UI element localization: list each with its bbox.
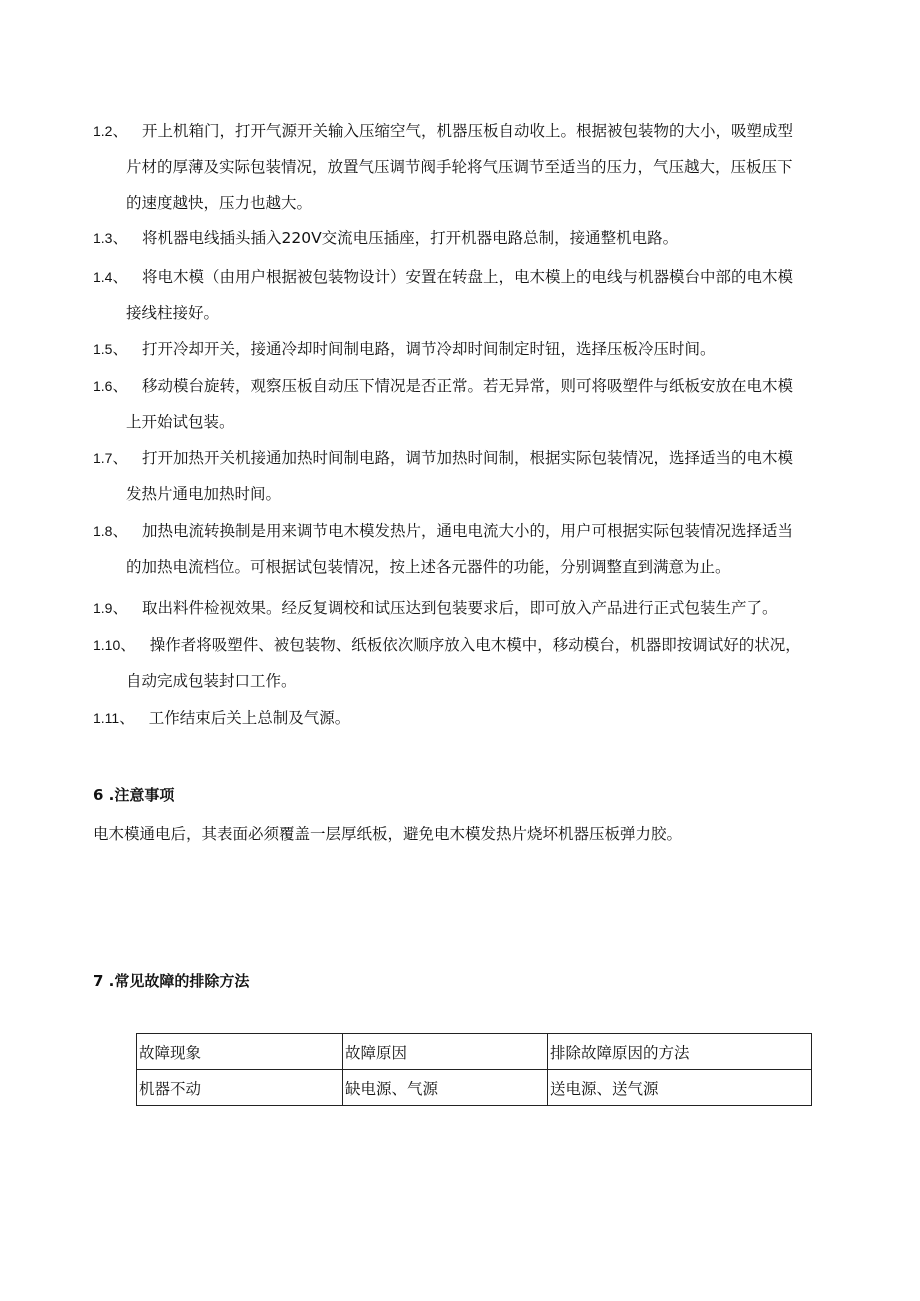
step-separator: 、 (120, 636, 136, 654)
step-text: 取出料件检视效果。经反复调校和试压达到包装要求后，即可放入产品进行正式包装生产了。 (141, 599, 778, 617)
step-text-continuation: 自动完成包装封口工作。 (126, 672, 297, 690)
table-header-cell: 排除故障原因的方法 (548, 1034, 812, 1070)
step-item (93, 220, 863, 256)
step-text: 打开加热开关机接通加热时间制电路，调节加热时间制，根据实际包装情况，选择适当的电木模 (141, 449, 793, 467)
step-item (93, 513, 863, 585)
step-number: 1.5 (93, 341, 113, 357)
step-item (93, 627, 863, 699)
step-text: 将机器电线插头插入220V交流电压插座，打开机器电路总制，接通整机电路。 (141, 229, 679, 247)
step-separator: 、 (112, 122, 128, 140)
step-item (93, 331, 863, 367)
step-number: 1.11 (93, 710, 120, 726)
table-header-cell: 故障现象 (137, 1034, 343, 1070)
step-text: 开上机箱门，打开气源开关输入压缩空气，机器压板自动收上。根据被包装物的大小，吸塑成型 (141, 122, 793, 140)
section-7-heading: 7 .常见故障的排除方法 (93, 972, 250, 990)
step-separator: 、 (112, 340, 128, 358)
step-item (93, 700, 863, 736)
step-separator: 、 (112, 377, 128, 395)
step-text: 工作结束后关上总制及气源。 (148, 709, 351, 727)
step-text-continuation: 片材的厚薄及实际包装情况，放置气压调节阀手轮将气压调节至适当的压力，气压越大，压板压下 (126, 158, 793, 176)
step-number: 1.2 (93, 123, 113, 139)
step-item (93, 113, 863, 221)
section-6-heading: 6 .注意事项 (93, 786, 175, 804)
step-separator: 、 (119, 709, 135, 727)
step-text-continuation: 的加热电流档位。可根据试包装情况，按上述各元器件的功能，分别调整直到满意为止。 (126, 558, 731, 576)
table-cell: 机器不动 (137, 1070, 343, 1106)
step-text-continuation: 的速度越快，压力也越大。 (126, 194, 313, 212)
step-item (93, 368, 863, 440)
step-number: 1.10 (93, 637, 121, 653)
step-number: 1.3 (93, 230, 113, 246)
table-header-row (137, 1034, 812, 1070)
step-number: 1.4 (93, 269, 113, 285)
step-number: 1.9 (93, 600, 113, 616)
step-separator: 、 (112, 522, 128, 540)
step-number: 1.8 (93, 523, 113, 539)
step-text: 打开冷却开关，接通冷却时间制电路，调节冷却时间制定时钮，选择压板冷压时间。 (141, 340, 716, 358)
step-number: 1.7 (93, 450, 113, 466)
fault-table (136, 1033, 812, 1106)
step-item (93, 440, 863, 512)
step-text: 加热电流转换制是用来调节电木模发热片，通电电流大小的，用户可根据实际包装情况选择适当 (141, 522, 793, 540)
section-6-text: 电木模通电后，其表面必须覆盖一层厚纸板，避免电木模发热片烧坏机器压板弹力胶。 (93, 825, 683, 843)
step-separator: 、 (112, 599, 128, 617)
step-item (93, 590, 863, 626)
step-text-continuation: 发热片通电加热时间。 (126, 485, 282, 503)
table-cell: 缺电源、气源 (343, 1070, 548, 1106)
step-text-continuation: 上开始试包装。 (126, 413, 235, 431)
step-item (93, 259, 863, 331)
step-text: 操作者将吸塑件、被包装物、纸板依次顺序放入电木模中，移动模台，机器即按调试好的状况， (149, 636, 801, 654)
step-separator: 、 (112, 229, 128, 247)
step-text: 移动模台旋转，观察压板自动压下情况是否正常。若无异常，则可将吸塑件与纸板安放在电木模 (141, 377, 793, 395)
step-text-continuation: 接线柱接好。 (126, 304, 220, 322)
step-separator: 、 (112, 449, 128, 467)
table-row (137, 1070, 812, 1106)
table-header-cell: 故障原因 (343, 1034, 548, 1070)
step-number: 1.6 (93, 378, 113, 394)
table-cell: 送电源、送气源 (548, 1070, 812, 1106)
step-text: 将电木模（由用户根据被包装物设计）安置在转盘上，电木模上的电线与机器模台中部的电木模 (141, 268, 793, 286)
step-separator: 、 (112, 268, 128, 286)
